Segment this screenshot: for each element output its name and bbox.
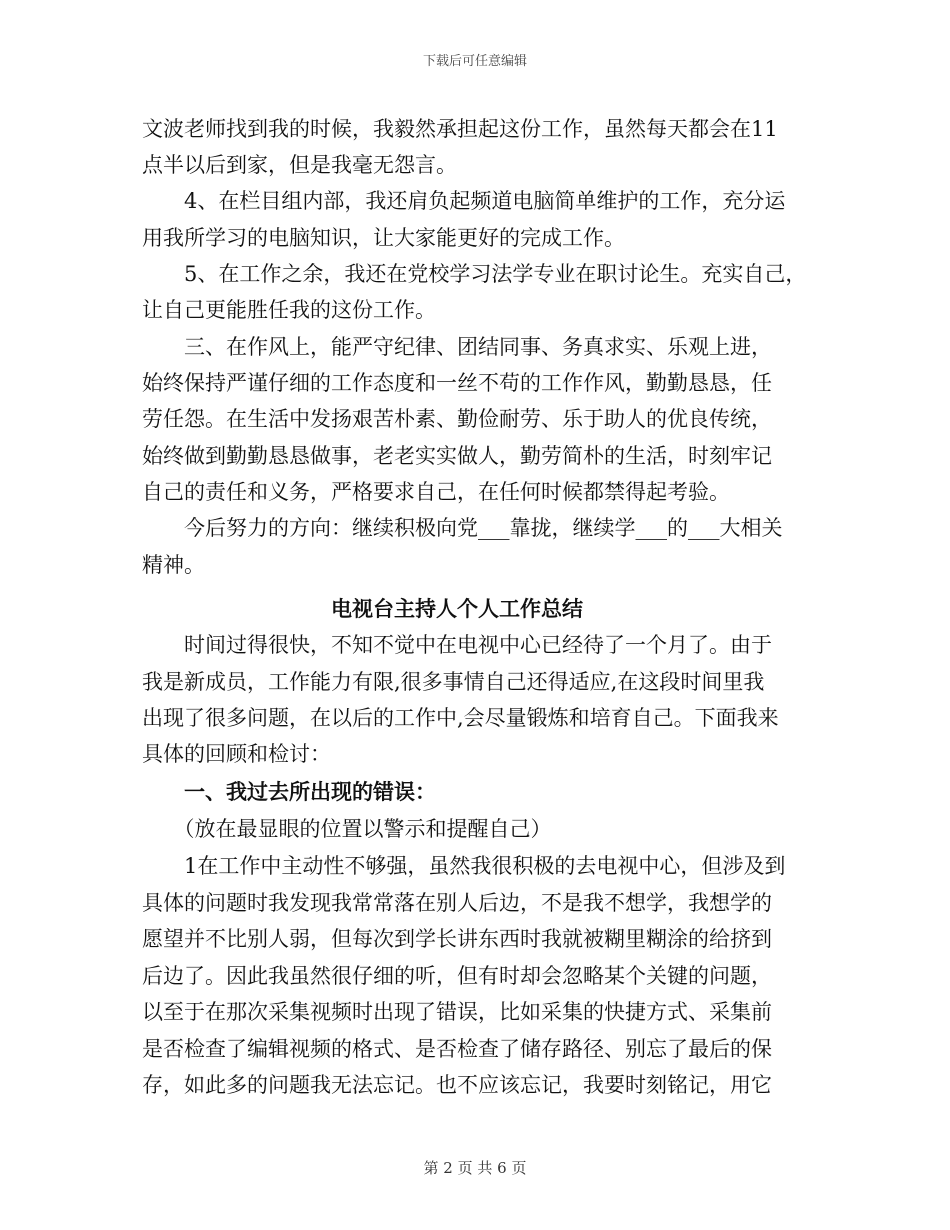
text-line: 出现了很多问题，在以后的工作中,会尽量锻炼和培育自己。下面我来: [142, 706, 779, 730]
text-line: 始终做到勤勤恳恳做事，老老实实做人，勤劳简朴的生活，时刻牢记: [142, 444, 772, 468]
text-line: 时间过得很快，不知不觉中在电视中心已经待了一个月了。由于: [142, 633, 772, 657]
text-line: 三、在作风上，能严守纪律、团结同事、务真求实、乐观上进，: [142, 335, 772, 359]
text-line: 4、在栏目组内部，我还肩负起频道电脑简单维护的工作，充分运: [142, 189, 786, 213]
page-footer: 第 2 页 共 6 页: [423, 1159, 527, 1177]
text-line: 1在工作中主动性不够强，虽然我很积极的去电视中心，但涉及到: [142, 854, 786, 878]
text-line: 今后努力的方向：继续积极向党___靠拢，继续学___的___大相关: [142, 516, 783, 540]
text-line: 精神。: [142, 553, 205, 577]
text-line: 后边了。因此我虽然很仔细的听，但有时却会忽略某个关键的问题，: [142, 964, 772, 988]
text-line: 5、在工作之余，我还在党校学习法学专业在职讨论生。充实自己，: [142, 262, 807, 286]
text-line: 具体的回顾和检讨：: [142, 742, 331, 766]
text-line: 存，如此多的问题我无法忘记。也不应该忘记，我要时刻铭记，用它: [142, 1073, 772, 1097]
text-line: 劳任怨。在生活中发扬艰苦朴素、勤俭耐劳、乐于助人的优良传统，: [142, 407, 772, 431]
text-line: 是否检查了编辑视频的格式、是否检查了储存路径、别忘了最后的保: [142, 1037, 772, 1061]
text-line: 点半以后到家，但是我毫无怨言。: [142, 153, 457, 177]
text-line: （放在最显眼的位置以警示和提醒自己）: [142, 817, 552, 841]
subheading: 一、我过去所出现的错误：: [142, 779, 436, 804]
text-line: 具体的问题时我发现我常常落在别人后边，不是我不想学，我想学的: [142, 891, 772, 915]
text-line: 文波老师找到我的时候，我毅然承担起这份工作，虽然每天都会在11: [142, 117, 778, 141]
text-line: 我是新成员，工作能力有限,很多事情自己还得适应,在这段时间里我: [142, 670, 765, 694]
text-line: 自己的责任和义务，严格要求自己，在任何时候都禁得起考验。: [142, 480, 730, 504]
text-line: 以至于在那次采集视频时出现了错误，比如采集的快捷方式、采集前: [142, 1000, 772, 1024]
text-line: 愿望并不比别人弱，但每次到学长讲东西时我就被糊里糊涂的给挤到: [142, 927, 772, 951]
text-line: 始终保持严谨仔细的工作态度和一丝不苟的工作作风，勤勤恳恳，任: [142, 371, 772, 395]
text-line: 用我所学习的电脑知识，让大家能更好的完成工作。: [142, 226, 625, 250]
page-header: 下载后可任意编辑: [422, 54, 527, 69]
text-line: 让自己更能胜任我的这份工作。: [142, 298, 436, 322]
section-title: 电视台主持人个人工作总结: [142, 596, 583, 621]
